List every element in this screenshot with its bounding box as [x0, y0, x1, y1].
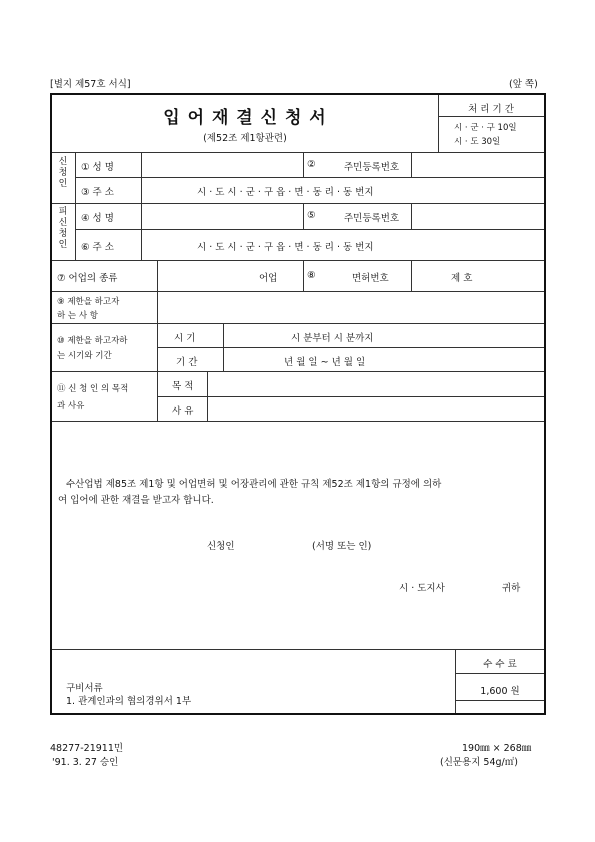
col-line — [207, 371, 208, 421]
restriction-period-label-2: 는 시기와 기간 — [57, 351, 112, 361]
col-line — [223, 323, 224, 371]
form-code: 48277-21911민 — [50, 743, 124, 754]
row-line — [52, 203, 544, 204]
row-line — [52, 649, 544, 650]
row-line — [455, 700, 544, 701]
purpose-label: 목 적 — [172, 381, 194, 392]
fishery-kind-suffix: 어업 — [259, 273, 278, 284]
row-line — [75, 229, 544, 230]
col-line — [303, 203, 304, 229]
fee-label: 수 수 료 — [483, 659, 517, 670]
restriction-matter-label-2: 하 는 사 항 — [57, 311, 98, 321]
form-subtitle: (제52조 제1항관련) — [203, 133, 287, 144]
restriction-period-label-1: ⑩ 제한을 하고자하 — [57, 336, 128, 346]
recipient: 시 · 도지사 — [399, 583, 445, 594]
col-line — [303, 260, 304, 291]
row-line — [455, 673, 544, 674]
respondent-address-fields: 시 · 도 시 · 군 · 구 읍 · 면 · 동 리 · 동 번지 — [197, 242, 374, 253]
restriction-matter-label-1: ⑨ 제한을 하고자 — [57, 297, 120, 307]
page-side: (앞 쪽) — [509, 79, 538, 90]
col-line — [75, 152, 76, 260]
fishery-kind-label: ⑦ 어업의 종류 — [57, 273, 118, 284]
reason-label: 사 유 — [172, 406, 194, 417]
paper-size: 190㎜ × 268㎜ — [462, 743, 532, 754]
row-line — [75, 177, 544, 178]
row-line — [52, 260, 544, 261]
respondent-address-label: ⑥ 주 소 — [81, 242, 114, 253]
approval-date: '91. 3. 27 승인 — [52, 757, 119, 768]
license-number-mark: ⑧ — [307, 270, 316, 281]
fee-value: 1,600 원 — [480, 686, 520, 697]
col-line — [157, 260, 158, 421]
outer-border-top — [50, 93, 546, 95]
required-document-item: 1. 관계인과의 협의경위서 1부 — [66, 696, 192, 707]
applicant-rrn-number: ② — [307, 159, 316, 170]
row-line — [52, 323, 544, 324]
processing-period-province: 시 · 도 30일 — [454, 137, 501, 147]
col-line — [411, 260, 412, 291]
term-label: 기 간 — [176, 357, 198, 368]
time-value: 시 분부터 시 분까지 — [291, 333, 374, 344]
applicant-rrn-label: 주민등록번호 — [344, 162, 400, 173]
form-number: [별지 제57호 서식] — [50, 79, 131, 90]
outer-border-left — [50, 93, 52, 715]
applicant-group-label: 신청인 — [58, 157, 68, 189]
col-line — [303, 152, 304, 178]
processing-box-divider — [438, 116, 544, 117]
row-line — [157, 396, 544, 397]
required-documents-title: 구비서류 — [66, 683, 103, 694]
respondent-name-label: ④ 성 명 — [81, 213, 114, 224]
statement-line-1: 수산업법 제85조 제1항 및 어업면허 및 어장관리에 관한 규칙 제52조 제1항의 규정에 의하 — [66, 479, 442, 490]
processing-period-city: 시 · 군 · 구 10일 — [454, 123, 517, 133]
col-line — [141, 152, 142, 260]
processing-period-label: 처 리 기 간 — [468, 104, 514, 115]
time-label: 시 기 — [174, 333, 196, 344]
term-value: 년 월 일 ~ 년 월 일 — [284, 357, 366, 368]
paper-type: (신문용지 54g/㎡) — [440, 757, 518, 768]
respondent-rrn-number: ⑤ — [307, 210, 316, 221]
row-line — [52, 203, 75, 204]
row-line — [52, 421, 544, 422]
license-number-label: 면허번호 — [352, 273, 389, 284]
applicant-name-label: ① 성 명 — [81, 162, 114, 173]
outer-border-right — [544, 93, 546, 715]
respondent-group-label: 피신청인 — [58, 207, 68, 250]
col-line — [411, 152, 412, 178]
row-line — [52, 291, 544, 292]
purpose-reason-label-2: 과 사유 — [57, 401, 85, 411]
signer-label: 신청인 — [207, 541, 235, 552]
outer-border-bottom — [50, 713, 546, 715]
applicant-address-label: ③ 주 소 — [81, 187, 114, 198]
form-title: 입 어 재 결 신 청 서 — [163, 108, 327, 128]
license-number-value: 제 호 — [451, 273, 473, 284]
row-line — [157, 347, 544, 348]
recipient-honorific: 귀하 — [502, 583, 521, 594]
purpose-reason-label-1: ⑪ 신 청 인 의 목적 — [57, 384, 129, 394]
statement-line-2: 여 입어에 관한 재결을 받고자 합니다. — [58, 495, 214, 506]
row-line — [52, 371, 544, 372]
row-line — [52, 152, 544, 153]
applicant-address-fields: 시 · 도 시 · 군 · 구 읍 · 면 · 동 리 · 동 번지 — [197, 187, 374, 198]
signature-hint: (서명 또는 인) — [312, 541, 372, 552]
col-line — [411, 203, 412, 229]
respondent-rrn-label: 주민등록번호 — [344, 213, 400, 224]
